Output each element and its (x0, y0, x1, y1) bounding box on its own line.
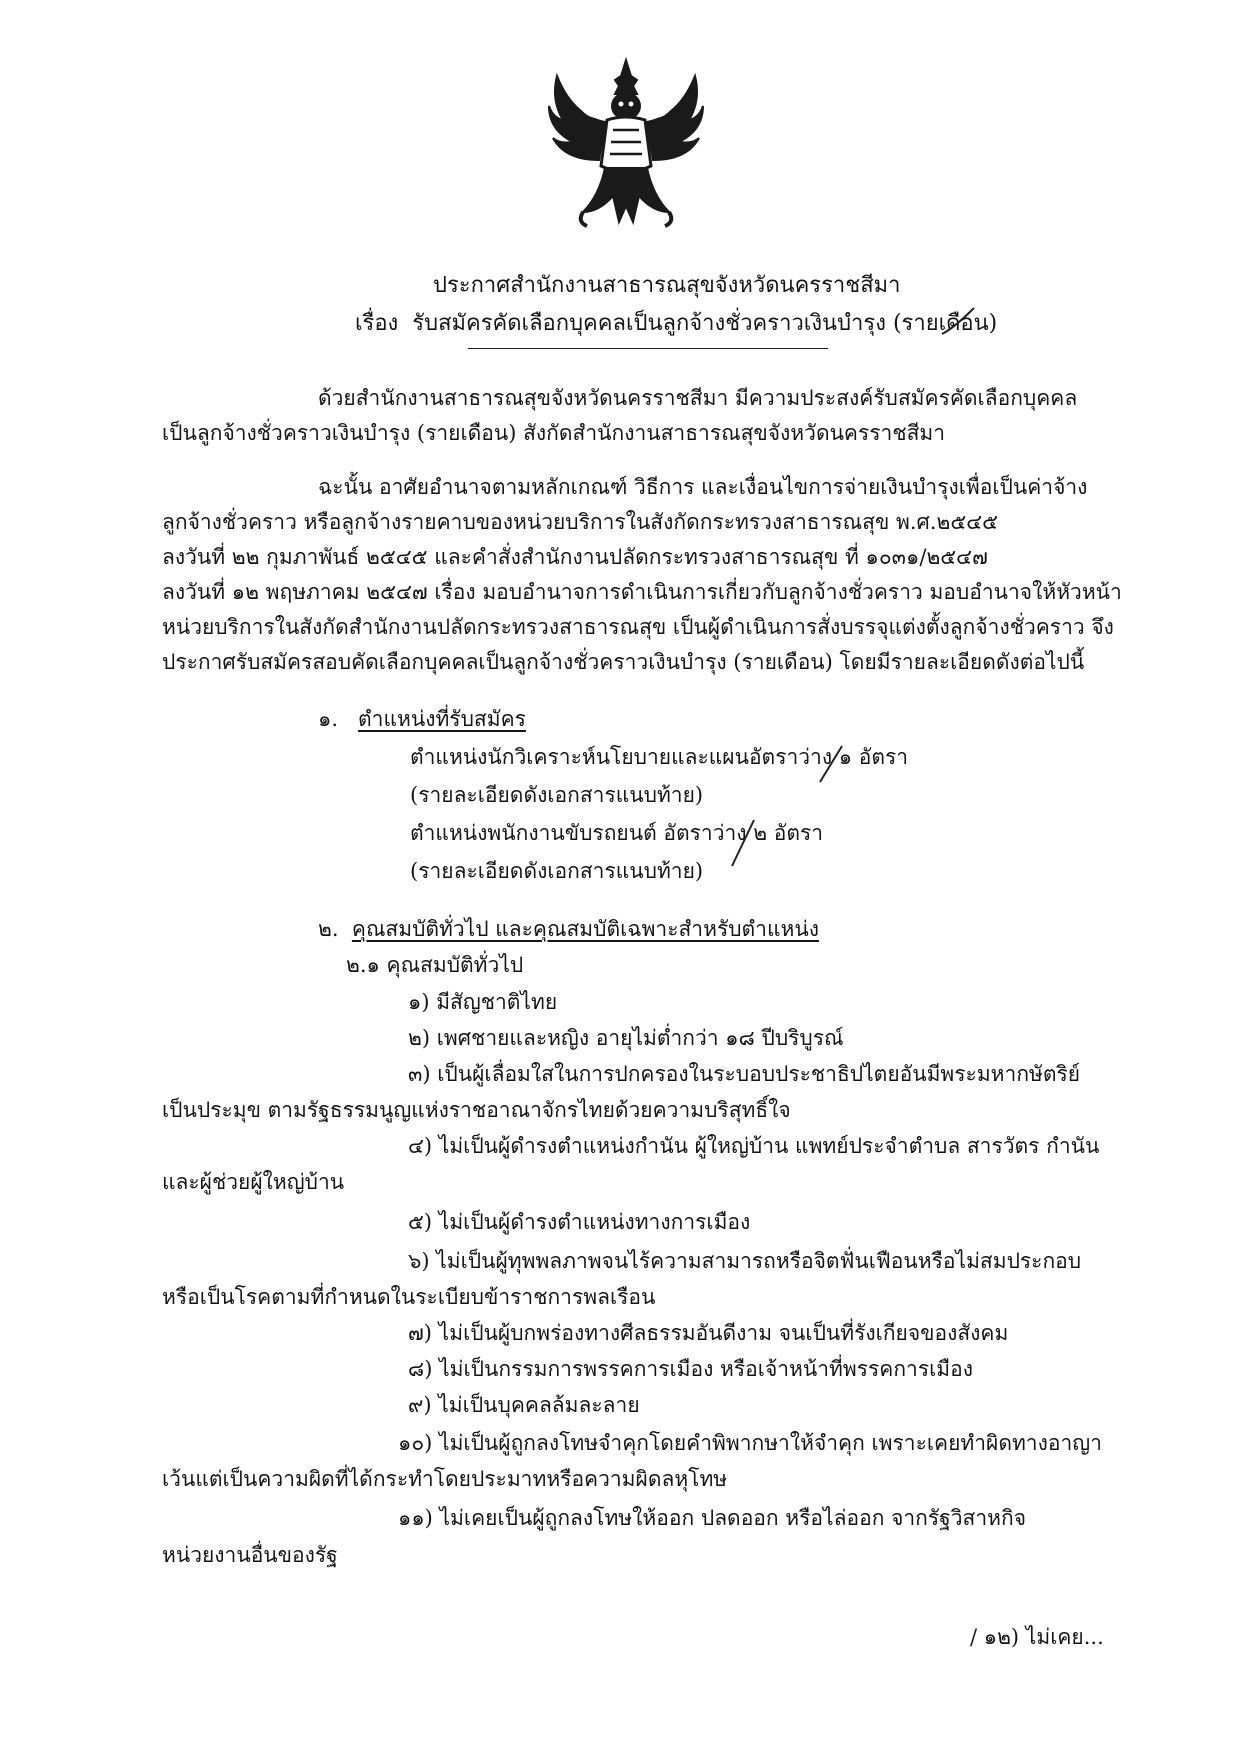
qualification-4a: ๔) ไม่เป็นผู้ดำรงตำแหน่งกำนัน ผู้ใหญ่บ้าน แพทย์ประจำตำบล สารวัตร กำนัน (408, 1134, 1100, 1158)
intro-p2-line1: ฉะนั้น อาศัยอำนาจตามหลักเกณฑ์ วิธีการ และเงื่อนไขการจ่ายเงินบำรุงเพื่อเป็นค่าจ้าง (318, 475, 1088, 499)
intro-p2-line3: ลงวันที่ ๒๒ กุมภาพันธ์ ๒๕๔๕ และคำสั่งสำนักงานปลัดกระทรวงสาธารณสุข ที่ ๑๐๓๑/๒๕๔๗ (162, 545, 988, 569)
position2-note: (รายละเอียดดังเอกสารแนบท้าย) (410, 859, 704, 883)
qualification-5: ๕) ไม่เป็นผู้ดำรงตำแหน่งทางการเมือง (408, 1210, 751, 1234)
qualification-11a: ๑๑) ไม่เคยเป็นผู้ถูกลงโทษให้ออก ปลดออก หรือไล่ออก จากรัฐวิสาหกิจ (398, 1506, 1027, 1530)
intro-p2-line6: ประกาศรับสมัครสอบคัดเลือกบุคคลเป็นลูกจ้างชั่วคราวเงินบำรุง (รายเดือน) โดยมีรายละเอียดดังต่อไปนี้ (162, 650, 1085, 674)
section1-heading (318, 704, 526, 734)
intro-p2-line5: หน่วยบริการในสังกัดสำนักงานปลัดกระทรวงสาธารณสุข เป็นผู้ดำเนินการสั่งบรรจุแต่งตั้งลูกจ้างชั่วคราว จึง (162, 615, 1114, 639)
handwritten-check-mark (940, 306, 976, 340)
announcement-subject (355, 309, 997, 339)
intro-p1-line1: ด้วยสำนักงานสาธารณสุขจังหวัดนครราชสีมา มีความประสงค์รับสมัครคัดเลือกบุคคล (318, 386, 1078, 410)
section2-title: คุณสมบัติทั่วไป และคุณสมบัติเฉพาะสำหรับตำแหน่ง (351, 917, 819, 941)
handwritten-slash-mark (818, 744, 844, 784)
announcement-title: ประกาศสำนักงานสาธารณสุขจังหวัดนครราชสีมา (433, 273, 901, 298)
position2-line: ตำแหน่งพนักงานขับรถยนต์ อัตราว่าง ๒ อัตรา (410, 821, 824, 845)
position1-line: ตำแหน่งนักวิเคราะห์นโยบายและแผนอัตราว่าง ๑ อัตรา (410, 745, 909, 769)
qualification-9: ๙) ไม่เป็นบุคคลล้มละลาย (408, 1393, 640, 1417)
intro-p2-line4: ลงวันที่ ๑๒ พฤษภาคม ๒๕๔๗ เรื่อง มอบอำนาจการดำเนินการเกี่ยวกับลูกจ้างชั่วคราว มอบอำนาจให้หัวหน้า (162, 580, 1122, 604)
section2-heading (318, 914, 819, 944)
handwritten-slash-mark-2 (730, 818, 756, 868)
qualification-3b: เป็นประมุข ตามรัฐธรรมนูญแห่งราชอาณาจักรไทยด้วยความบริสุทธิ์ใจ (162, 1098, 791, 1122)
section1-title: ตำแหน่งที่รับสมัคร (358, 707, 526, 731)
intro-p2-line2: ลูกจ้างชั่วคราว หรือลูกจ้างรายคาบของหน่วยบริการในสังกัดกระทรวงสาธารณสุข พ.ศ.๒๕๔๕ (162, 510, 999, 534)
qualification-6b: หรือเป็นโรคตามที่กำหนดในระเบียบข้าราชการพลเรือน (162, 1285, 656, 1309)
position1-note: (รายละเอียดดังเอกสารแนบท้าย) (410, 783, 704, 807)
garuda-emblem (543, 56, 709, 232)
qualification-2: ๒) เพศชายและหญิง อายุไม่ต่ำกว่า ๑๘ ปีบริบูรณ์ (408, 1026, 844, 1050)
section2-number: ๒. (318, 917, 339, 941)
section1-number: ๑. (318, 707, 339, 731)
qualification-1: ๑) มีสัญชาติไทย (408, 990, 558, 1014)
qualification-6a: ๖) ไม่เป็นผู้ทุพพลภาพจนไร้ความสามารถหรือจิตฟั่นเฟือนหรือไม่สมประกอบ (408, 1249, 1082, 1273)
qualification-10a: ๑๐) ไม่เป็นผู้ถูกลงโทษจำคุกโดยคำพิพากษาให้จำคุก เพราะเคยทำผิดทางอาญา (398, 1431, 1102, 1455)
section2-1-title: ๒.๑ คุณสมบัติทั่วไป (346, 953, 524, 977)
continuation-note: / ๑๒) ไม่เคย... (970, 1625, 1104, 1649)
qualification-4b: และผู้ช่วยผู้ใหญ่บ้าน (162, 1170, 345, 1194)
qualification-10b: เว้นแต่เป็นความผิดที่ได้กระทำโดยประมาทหรือความผิดลหุโทษ (162, 1467, 728, 1491)
intro-p1-line2: เป็นลูกจ้างชั่วคราวเงินบำรุง (รายเดือน) สังกัดสำนักงานสาธารณสุขจังหวัดนครราชสีมา (162, 421, 946, 445)
qualification-3a: ๓) เป็นผู้เลื่อมใสในการปกครองในระบอบประชาธิปไตยอันมีพระมหากษัตริย์ (408, 1062, 1081, 1086)
qualification-7: ๗) ไม่เป็นผู้บกพร่องทางศีลธรรมอันดีงาม จนเป็นที่รังเกียจของสังคม (408, 1321, 1009, 1345)
header-divider (468, 348, 828, 349)
qualification-11b: หน่วยงานอื่นของรัฐ (162, 1543, 338, 1567)
qualification-8: ๘) ไม่เป็นกรรมการพรรคการเมือง หรือเจ้าหน้าที่พรรคการเมือง (408, 1357, 974, 1381)
subject-text: รับสมัครคัดเลือกบุคคลเป็นลูกจ้างชั่วคราวเงินบำรุง (รายเดือน) (412, 311, 998, 336)
subject-label: เรื่อง (355, 311, 399, 336)
